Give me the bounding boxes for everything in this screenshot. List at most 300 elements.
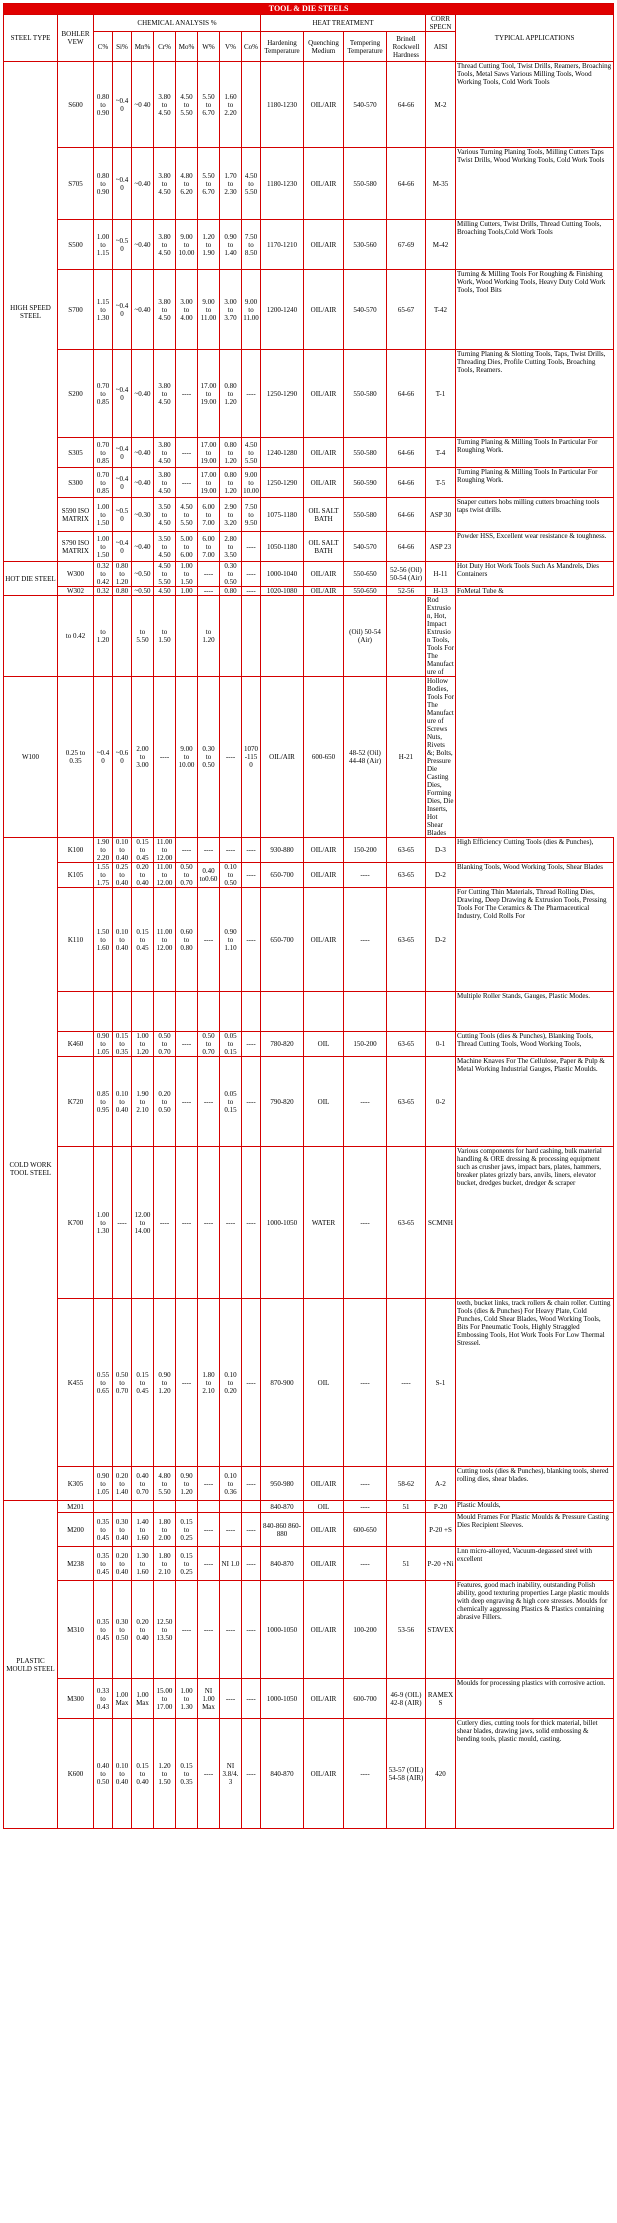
cell-mo: 0.50 to 0.70 bbox=[176, 863, 198, 888]
cell-quench: OIL/AIR bbox=[304, 562, 344, 587]
cell-temper: 550-650 bbox=[344, 587, 387, 596]
cell-w: NI 1.00 Max bbox=[198, 1679, 220, 1719]
cell-app: Turning Planing & Milling Tools In Particular For Roughing Work. bbox=[456, 438, 614, 468]
cell-si: 0.10 to 0.40 bbox=[113, 888, 132, 992]
cell-hard: 1000-1040 bbox=[261, 562, 304, 587]
cell-temper: ---- bbox=[344, 1299, 387, 1467]
cell-c: 1.55 to 1.75 bbox=[94, 863, 113, 888]
cell-app: Cutlery dies, cutting tools for thick material, billet shear blades, drawing jaws, solid embossing & bending tools, plastic mould, casting. bbox=[456, 1719, 614, 1829]
cell-hrc: 51 bbox=[387, 1501, 426, 1513]
cell-grade: S600 bbox=[58, 62, 94, 148]
cell-v: 0.80 bbox=[220, 587, 242, 596]
cell-hrc: 64-66 bbox=[387, 148, 426, 220]
cell-temper: 530-560 bbox=[344, 220, 387, 270]
cell-co: 4.50 to 5.50 bbox=[242, 438, 261, 468]
cell-mo: 0.15 to 0.25 bbox=[176, 1513, 198, 1547]
cell-mn: ~0 40 bbox=[132, 62, 154, 148]
cell-cr: 4.50 to 5.50 bbox=[154, 562, 176, 587]
header-mo: Mo% bbox=[176, 32, 198, 62]
cell-c: 1.15 to 1.30 bbox=[94, 270, 113, 350]
cell-quench: OIL/AIR bbox=[304, 863, 344, 888]
cell-v: NI 1.0 bbox=[220, 1547, 242, 1581]
cell-si: ~0.40 bbox=[113, 270, 132, 350]
cell-si: 0.15 to 0.35 bbox=[113, 1032, 132, 1057]
table-body bbox=[4, 62, 614, 1829]
table-row bbox=[4, 1299, 614, 1467]
cell-si: ~0.50 bbox=[113, 498, 132, 532]
cell-mn: ~0.40 bbox=[132, 148, 154, 220]
cell-v: ---- bbox=[220, 1679, 242, 1719]
cell-aisi: P-20 bbox=[426, 1501, 456, 1513]
cell-quench: OIL/AIR bbox=[304, 62, 344, 148]
cell-app: Snaper cutters hobs milling cutters broaching tools taps twist drills. bbox=[456, 498, 614, 532]
cell-c: 0.35 to 0.45 bbox=[94, 1581, 113, 1679]
cell-cr: 11.00 to 12.00 bbox=[154, 888, 176, 992]
cell-quench: OIL/AIR bbox=[261, 677, 304, 838]
cell-hrc: 64-66 bbox=[387, 438, 426, 468]
cell-c: 0.32 to 0.42 bbox=[94, 562, 113, 587]
cell-quench: OIL/AIR bbox=[304, 468, 344, 498]
cell-mn: 0.15 to 0.40 bbox=[132, 1719, 154, 1829]
cell-c: 1.00 to 1.15 bbox=[94, 220, 113, 270]
cell-mo: 0.15 to 0.25 bbox=[176, 1547, 198, 1581]
cell-hrc: 64-66 bbox=[387, 62, 426, 148]
header-si: Si% bbox=[113, 32, 132, 62]
cell-v: 0.90 to 1.10 bbox=[220, 888, 242, 992]
cell-hard: 1200-1240 bbox=[261, 270, 304, 350]
cell-hrc: 63-65 bbox=[387, 838, 426, 863]
cell-hard: 1075-1180 bbox=[261, 498, 304, 532]
cell-aisi bbox=[426, 992, 456, 1032]
table-title: TOOL & DIE STEELS bbox=[4, 4, 614, 15]
cell-temper: ---- bbox=[344, 1147, 387, 1299]
table-row bbox=[4, 270, 614, 350]
table-row bbox=[4, 1501, 614, 1513]
cell-quench: OIL bbox=[304, 1501, 344, 1513]
cell-hard: 650-700 bbox=[261, 863, 304, 888]
cell-temper bbox=[304, 596, 344, 677]
cell-w: 5.50 to 6.70 bbox=[198, 148, 220, 220]
cell-c bbox=[94, 1501, 113, 1513]
cell-grade: K460 bbox=[58, 1032, 94, 1057]
cell-si: 0.50 to 0.70 bbox=[113, 1299, 132, 1467]
cell-aisi: T-1 bbox=[426, 350, 456, 438]
cell-mn: 0.15 to 0.45 bbox=[132, 1299, 154, 1467]
cell-c: 1.00 to 1.30 bbox=[94, 1147, 113, 1299]
cell-app: Moulds for processing plastics with corrosive action. bbox=[456, 1679, 614, 1719]
cell-mo: ---- bbox=[176, 1057, 198, 1147]
cell-cr: 3.80 to 4.50 bbox=[154, 148, 176, 220]
cell-cr bbox=[154, 992, 176, 1032]
cell-v: ---- bbox=[220, 838, 242, 863]
cell-grade bbox=[58, 992, 94, 1032]
cell-aisi: T-42 bbox=[426, 270, 456, 350]
cell-cr: 3.80 to 4.50 bbox=[154, 468, 176, 498]
cell-temper: ---- bbox=[344, 1501, 387, 1513]
cell-cr: 3.80 to 4.50 bbox=[154, 62, 176, 148]
cell-grade: K720 bbox=[58, 1057, 94, 1147]
cell-w: 1.80 to 2.10 bbox=[198, 1299, 220, 1467]
cell-mn: 1.30 to 1.60 bbox=[132, 1547, 154, 1581]
cell-si: 0.20 to 1.40 bbox=[113, 1467, 132, 1501]
cell-app: Turning Planing & Milling Tools In Particular For Roughing Work. bbox=[456, 468, 614, 498]
cell-si: 0.10 to 0.40 bbox=[113, 1719, 132, 1829]
cell-mo: 4.80 to 6.20 bbox=[176, 148, 198, 220]
cell-mn: ~0.40 bbox=[132, 468, 154, 498]
table-row bbox=[4, 562, 614, 587]
cell-quench bbox=[304, 992, 344, 1032]
table-row bbox=[4, 838, 614, 863]
table-row bbox=[4, 1032, 614, 1057]
table-row bbox=[4, 587, 614, 596]
cell-grade: S590 ISO MATRIX bbox=[58, 498, 94, 532]
cell-si: 0.30 to 0.50 bbox=[113, 1581, 132, 1679]
cell-mn: 0.20 to 0.40 bbox=[132, 863, 154, 888]
cell-v bbox=[220, 992, 242, 1032]
cell-hrc: 63-65 bbox=[387, 888, 426, 992]
cell-w: ---- bbox=[198, 1719, 220, 1829]
cell-quench: OIL bbox=[304, 1299, 344, 1467]
cell-v: 0.10 to 0.50 bbox=[220, 863, 242, 888]
cell-hrc: 63-65 bbox=[387, 1147, 426, 1299]
header-tempering: Tempering Temperature bbox=[344, 32, 387, 62]
cell-hard: 840-870 bbox=[261, 1719, 304, 1829]
cell-co: ---- bbox=[242, 1467, 261, 1501]
cell-co: 4.50 to 5.50 bbox=[242, 148, 261, 220]
cell-aisi: T-5 bbox=[426, 468, 456, 498]
cell-hrc: (Oil) 50-54 (Air) bbox=[344, 596, 387, 677]
cell-hrc: 46-9 (OIL) 42-8 (AIR) bbox=[387, 1679, 426, 1719]
steel-group-plastic: PLASTIC MOULD STEEL bbox=[4, 1501, 58, 1829]
cell-co: ---- bbox=[242, 1547, 261, 1581]
cell-aisi: S-1 bbox=[426, 1299, 456, 1467]
cell-co: ---- bbox=[242, 532, 261, 562]
cell-w: 17.00 to 19.00 bbox=[198, 350, 220, 438]
cell-v: 0.05 to 0.15 bbox=[220, 1057, 242, 1147]
header-steel-type: STEEL TYPE bbox=[4, 15, 58, 62]
cell-c: 0.90 to 1.05 bbox=[94, 1032, 113, 1057]
cell-co: ---- bbox=[242, 838, 261, 863]
cell-c: 0.80 to 0.90 bbox=[94, 62, 113, 148]
cell-grade: S305 bbox=[58, 438, 94, 468]
cell-co: 9.00 to 10.00 bbox=[242, 468, 261, 498]
cell-quench: OIL SALT BATH bbox=[304, 532, 344, 562]
cell-si: ~0.50 bbox=[113, 220, 132, 270]
cell-hard: 1000-1050 bbox=[261, 1679, 304, 1719]
cell-co: ---- bbox=[242, 1032, 261, 1057]
cell-hard: 650-700 bbox=[261, 888, 304, 992]
cell-v: 1.60 to 2.20 bbox=[220, 62, 242, 148]
cell-app: Lnn micro-alloyed, Vacuum-degassed steel with excellent bbox=[456, 1547, 614, 1581]
header-w: W% bbox=[198, 32, 220, 62]
cell-cr: 2.00 to 3.00 bbox=[132, 677, 154, 838]
cell-app: FoMetal Tube & bbox=[456, 587, 614, 596]
cell-mo: ---- bbox=[176, 1299, 198, 1467]
cell-grade: K700 bbox=[58, 1147, 94, 1299]
cell-grade: K455 bbox=[58, 1299, 94, 1467]
cell-grade: W100 bbox=[4, 677, 58, 838]
cell-hrc: 65-67 bbox=[387, 270, 426, 350]
cell-v: 0.80 to 1.20 bbox=[220, 468, 242, 498]
cell-hrc: 51 bbox=[387, 1547, 426, 1581]
cell-w: 1.20 to 1.90 bbox=[198, 220, 220, 270]
cell-cr: 3.50 to 4.50 bbox=[154, 498, 176, 532]
cell-aisi: H-13 bbox=[426, 587, 456, 596]
cell-grade: M200 bbox=[58, 1513, 94, 1547]
cell-cr: 3.80 to 4.50 bbox=[154, 350, 176, 438]
table-row bbox=[4, 532, 614, 562]
header-corr-specn: CORR SPECN bbox=[426, 15, 456, 32]
cell-si: 0.80 to 1.20 bbox=[113, 562, 132, 587]
cell-c: 0.55 to 0.65 bbox=[94, 1299, 113, 1467]
cell-app: Plastic Moulds, bbox=[456, 1501, 614, 1513]
cell-app: Hollow Bodies, Tools For The Manufacture of Screws Nuts, Rivets &; Bolts, Pressure Die Casting Dies, Forming Dies, Die Inserts, Hot Shear Blades bbox=[427, 677, 454, 837]
cell-quench: OIL/AIR bbox=[304, 148, 344, 220]
cell-v: ---- bbox=[220, 1513, 242, 1547]
cell-c: 0.25 to 0.35 bbox=[58, 677, 94, 838]
cell-quench: OIL/AIR bbox=[304, 888, 344, 992]
cell-hard: 790-820 bbox=[261, 1057, 304, 1147]
cell-hrc: 63-65 bbox=[387, 863, 426, 888]
cell-v: 0.30 to 0.50 bbox=[198, 677, 220, 838]
cell-hrc bbox=[387, 992, 426, 1032]
cell-grade: K105 bbox=[58, 863, 94, 888]
cell-app: Powder HSS, Excellent wear resistance & toughness. bbox=[456, 532, 614, 562]
cell-hrc: 63-65 bbox=[387, 1057, 426, 1147]
cell-temper: 150-200 bbox=[344, 838, 387, 863]
cell-cr: 11.00 to 12.00 bbox=[154, 863, 176, 888]
cell-app: Various components for hard cashing, bulk material handling & ORE dressing & processing equipment such as crusher jaws, impact bars, plates, hammers, breaker plates grizzly bars, anvils, liners, elevator bucket, dredges bucket, dredger & scraper bbox=[456, 1147, 614, 1299]
cell-quench: WATER bbox=[304, 1147, 344, 1299]
cell-mn bbox=[132, 992, 154, 1032]
cell-co: 7.50 to 8.50 bbox=[242, 220, 261, 270]
header-heat-treatment: HEAT TREATMENT bbox=[261, 15, 426, 32]
cell-hard: 870-900 bbox=[261, 1299, 304, 1467]
cell-c: 1.00 to 1.50 bbox=[94, 532, 113, 562]
cell-mo bbox=[176, 1501, 198, 1513]
cell-cr: 3.80 to 4.50 bbox=[154, 220, 176, 270]
cell-mn: 0.15 to 0.45 bbox=[132, 888, 154, 992]
cell-si bbox=[113, 1501, 132, 1513]
cell-hrc: 53-56 bbox=[387, 1581, 426, 1679]
cell-hard: 840-870 bbox=[261, 1501, 304, 1513]
cell-w: ---- bbox=[198, 1581, 220, 1679]
cell-hrc: 58-62 bbox=[387, 1467, 426, 1501]
cell-co: ---- bbox=[242, 1581, 261, 1679]
cell-co: ---- bbox=[242, 1513, 261, 1547]
cell-cr: 1.80 to 2.00 bbox=[154, 1513, 176, 1547]
cell-hard: 1250-1290 bbox=[261, 350, 304, 438]
cell-grade: S500 bbox=[58, 220, 94, 270]
cell-grade: S300 bbox=[58, 468, 94, 498]
table-row bbox=[4, 863, 614, 888]
cell-cr: to 5.50 bbox=[132, 596, 154, 677]
cell-mn: 12.00 to 14.00 bbox=[132, 1147, 154, 1299]
cell-quench: OIL/AIR bbox=[304, 1719, 344, 1829]
cell-aisi: H-21 bbox=[387, 677, 426, 838]
cell-hrc bbox=[387, 1513, 426, 1547]
cell-v: 3.00 to 3.70 bbox=[220, 270, 242, 350]
cell-temper bbox=[344, 992, 387, 1032]
cell-quench: OIL bbox=[304, 1057, 344, 1147]
cell-temper: 100-200 bbox=[344, 1581, 387, 1679]
cell-mn: ~0.40 bbox=[132, 438, 154, 468]
cell-v: 0.10 to 0.36 bbox=[220, 1467, 242, 1501]
table-row bbox=[4, 1679, 614, 1719]
cell-aisi: RAMEX S bbox=[426, 1679, 456, 1719]
cell-w: ---- bbox=[198, 888, 220, 992]
table-row bbox=[4, 1719, 614, 1829]
cell-si: ~0.40 bbox=[113, 532, 132, 562]
cell-c: 0.70 to 0.85 bbox=[94, 350, 113, 438]
cell-mn: 1.00 Max bbox=[132, 1679, 154, 1719]
cell-w: 6.00 to 7.00 bbox=[198, 532, 220, 562]
tool-die-steel-table bbox=[3, 3, 614, 1829]
cell-w: 9.00 to 10.00 bbox=[176, 677, 198, 838]
cell-hard: 950-980 bbox=[261, 1467, 304, 1501]
table-row bbox=[4, 468, 614, 498]
cell-w: ---- bbox=[198, 838, 220, 863]
cell-mn: 0.15 to 0.45 bbox=[132, 838, 154, 863]
cell-si: ~0.40 bbox=[94, 677, 113, 838]
cell-mn bbox=[132, 1501, 154, 1513]
cell-co bbox=[242, 992, 261, 1032]
cell-w: ---- bbox=[198, 1467, 220, 1501]
table-row bbox=[4, 148, 614, 220]
cell-aisi: M-42 bbox=[426, 220, 456, 270]
cell-temper: 550-580 bbox=[344, 350, 387, 438]
header-typical-applications: TYPICAL APPLICATIONS bbox=[456, 15, 614, 62]
cell-c: 0.40 to 0.50 bbox=[94, 1719, 113, 1829]
cell-co: 7.50 to 9.50 bbox=[242, 498, 261, 532]
table-row bbox=[4, 350, 614, 438]
cell-grade: K600 bbox=[58, 1719, 94, 1829]
cell-si: 0.80 bbox=[113, 587, 132, 596]
cell-c: 0.33 to 0.43 bbox=[94, 1679, 113, 1719]
header-v: V% bbox=[220, 32, 242, 62]
cell-app: Multiple Roller Stands, Gauges, Plastic Modes. bbox=[456, 992, 614, 1032]
cell-mo: ---- bbox=[176, 350, 198, 438]
cell-quench: OIL SALT BATH bbox=[304, 498, 344, 532]
cell-aisi bbox=[387, 596, 426, 677]
cell-v: to 1.20 bbox=[198, 596, 220, 677]
cell-hard: 1070-1150 bbox=[242, 677, 261, 838]
header-cr: Cr% bbox=[154, 32, 176, 62]
cell-co: ---- bbox=[242, 863, 261, 888]
cell-grade: W300 bbox=[58, 562, 94, 587]
cell-grade: S200 bbox=[58, 350, 94, 438]
cell-aisi: P-20 +S bbox=[426, 1513, 456, 1547]
cell-grade: S700 bbox=[58, 270, 94, 350]
cell-co bbox=[242, 62, 261, 148]
table-row bbox=[4, 677, 614, 838]
cell-c: 0.32 bbox=[94, 587, 113, 596]
cell-w: 5.50 to 6.70 bbox=[198, 62, 220, 148]
cell-c: 1.00 to 1.50 bbox=[94, 498, 113, 532]
cell-aisi: T-4 bbox=[426, 438, 456, 468]
cell-cr: 3.50 to 4.50 bbox=[154, 532, 176, 562]
cell-si: to 1.20 bbox=[94, 596, 113, 677]
cell-w: 6.00 to 7.00 bbox=[198, 498, 220, 532]
cell-mo: 0.60 to 0.80 bbox=[176, 888, 198, 992]
cell-grade: K110 bbox=[58, 888, 94, 992]
cell-w: 0.50 to 0.70 bbox=[198, 1032, 220, 1057]
cell-mo: 1.00 to 1.50 bbox=[176, 562, 198, 587]
cell-co: ---- bbox=[242, 1147, 261, 1299]
cell-cr: 0.50 to 0.70 bbox=[154, 1032, 176, 1057]
cell-mn: ~0.40 bbox=[132, 270, 154, 350]
cell-app: Features, good mach inability, outstanding Polish ability, good texturing properties Large plastic moulds with deep engraving & high core stresses. Moulds for chemically aggressing Plastics & Plastics containing abrasive Fillers. bbox=[456, 1581, 614, 1679]
cell-hard: 930-880 bbox=[261, 838, 304, 863]
cell-mo: 4.50 to 5.50 bbox=[176, 62, 198, 148]
table-row bbox=[4, 438, 614, 468]
cell-mn bbox=[113, 596, 132, 677]
table-row bbox=[4, 220, 614, 270]
cell-temper: 550-650 bbox=[344, 562, 387, 587]
cell-w: 17.00 to 19.00 bbox=[198, 468, 220, 498]
cell-v: 0.30 to 0.50 bbox=[220, 562, 242, 587]
table-row bbox=[4, 596, 614, 677]
cell-mo: 9.00 to 10.00 bbox=[176, 220, 198, 270]
cell-c bbox=[94, 992, 113, 1032]
cell-w: ---- bbox=[198, 1547, 220, 1581]
cell-si: ~0.40 bbox=[113, 62, 132, 148]
cell-hard: 1000-1050 bbox=[261, 1581, 304, 1679]
cell-co: ---- bbox=[242, 562, 261, 587]
cell-co: ---- bbox=[242, 1679, 261, 1719]
cell-mn: ~0.40 bbox=[132, 532, 154, 562]
cell-co: ---- bbox=[242, 888, 261, 992]
cell-cr: ---- bbox=[154, 1147, 176, 1299]
cell-quench: OIL/AIR bbox=[304, 587, 344, 596]
cell-w bbox=[198, 992, 220, 1032]
cell-mo: ---- bbox=[176, 468, 198, 498]
cell-hrc: 64-66 bbox=[387, 498, 426, 532]
cell-temper: 550-580 bbox=[344, 498, 387, 532]
cell-hrc: 64-66 bbox=[387, 350, 426, 438]
cell-v: 0.80 to 1.20 bbox=[220, 350, 242, 438]
cell-v: 0.90 to 1.40 bbox=[220, 220, 242, 270]
cell-w: ---- bbox=[198, 587, 220, 596]
cell-mn: 0.40 to 0.70 bbox=[132, 1467, 154, 1501]
cell-quench bbox=[261, 596, 304, 677]
cell-grade: K305 bbox=[58, 1467, 94, 1501]
cell-quench: OIL/AIR bbox=[304, 220, 344, 270]
cell-v: ---- bbox=[220, 1581, 242, 1679]
cell-quench: OIL/AIR bbox=[304, 838, 344, 863]
cell-w: 0.40 to0.60 bbox=[198, 863, 220, 888]
cell-grade: M300 bbox=[58, 1679, 94, 1719]
cell-mo: ---- bbox=[176, 1032, 198, 1057]
cell-mo: 3.00 to 4.00 bbox=[176, 270, 198, 350]
cell-c: 0.35 to 0.45 bbox=[94, 1547, 113, 1581]
cell-temper: ---- bbox=[344, 1057, 387, 1147]
cell-w: ---- bbox=[198, 1513, 220, 1547]
cell-c: 0.80 to 0.90 bbox=[94, 148, 113, 220]
cell-mn: ~0.60 bbox=[113, 677, 132, 838]
cell-w: ---- bbox=[198, 1147, 220, 1299]
cell-c: 0.85 to 0.95 bbox=[94, 1057, 113, 1147]
header-hardening: Hardening Temperature bbox=[261, 32, 304, 62]
cell-mo: 4.50 to 5.50 bbox=[176, 498, 198, 532]
header-hardness: Brinell Rockwell Hardness bbox=[387, 32, 426, 62]
header-quenching: Quenching Medium bbox=[304, 32, 344, 62]
cell-cr bbox=[154, 1501, 176, 1513]
cell-temper: 540-570 bbox=[344, 270, 387, 350]
cell-v: 0.80 to 1.20 bbox=[220, 438, 242, 468]
header-aisi: AISI bbox=[426, 32, 456, 62]
cell-si: ---- bbox=[113, 1147, 132, 1299]
